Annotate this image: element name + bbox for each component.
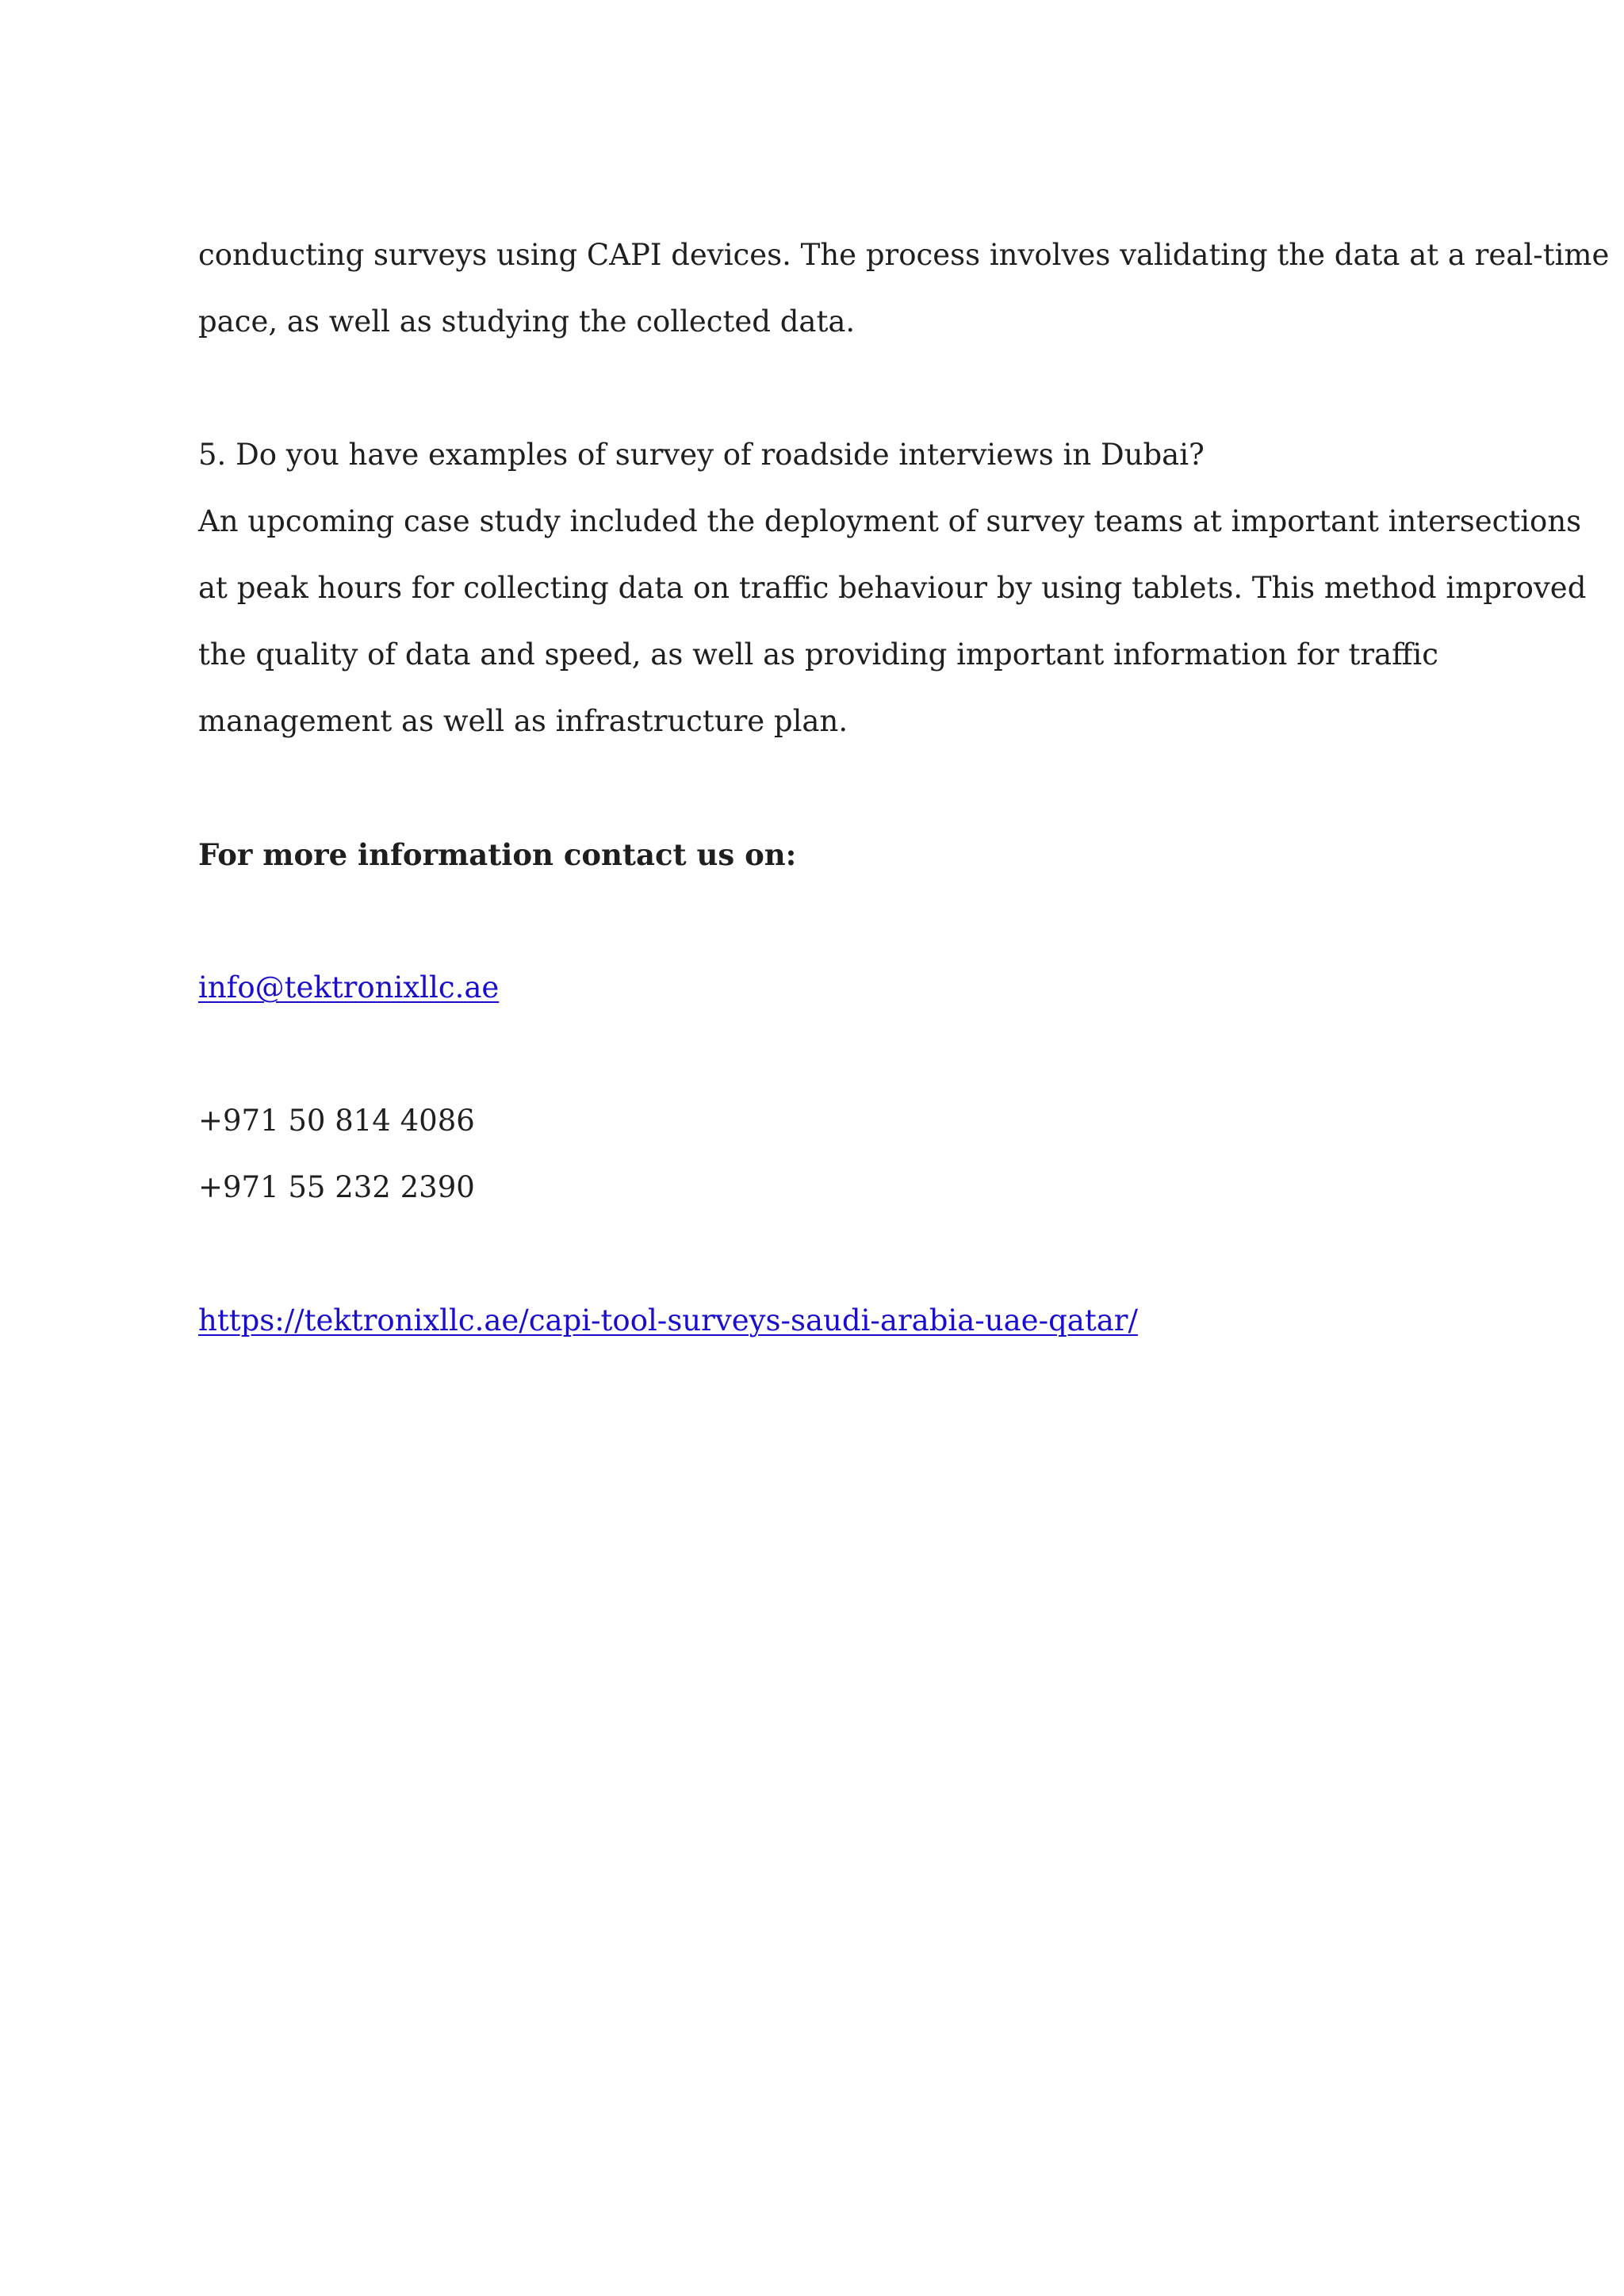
contact-heading: For more information contact us on: (198, 837, 797, 872)
phone-2: +971 55 232 2390 (198, 1170, 475, 1204)
question-5: 5. Do you have examples of survey of roadside interviews in Dubai? (198, 438, 1205, 472)
spacer (198, 1021, 1467, 1088)
spacer (198, 755, 1467, 821)
spacer (198, 888, 1467, 955)
document-body (198, 222, 1610, 1354)
answer-line-2: at peak hours for collecting data on traffic behaviour by using tablets. This method improved (198, 571, 1587, 605)
answer-line-1: An upcoming case study included the deployment of survey teams at important intersections (198, 504, 1582, 538)
email-link[interactable]: info@tektronixllc.ae (198, 970, 500, 1004)
spacer (198, 355, 1467, 422)
phone-1: +971 50 814 4086 (198, 1104, 475, 1138)
website-link[interactable]: https://tektronixllc.ae/capi-tool-surveys-saudi-arabia-uae-qatar/ (198, 1303, 1138, 1337)
answer-line-4: management as well as infrastructure plan. (198, 704, 848, 738)
url-line (198, 1288, 1467, 1354)
intro-line-1: conducting surveys using CAPI devices. The process involves validating the data at a real-time (198, 238, 1610, 272)
spacer (198, 1221, 1467, 1288)
email-line (198, 955, 1467, 1021)
intro-line-2: pace, as well as studying the collected data. (198, 304, 856, 339)
answer-line-3: the quality of data and speed, as well as providing important information for traffic (198, 637, 1438, 672)
